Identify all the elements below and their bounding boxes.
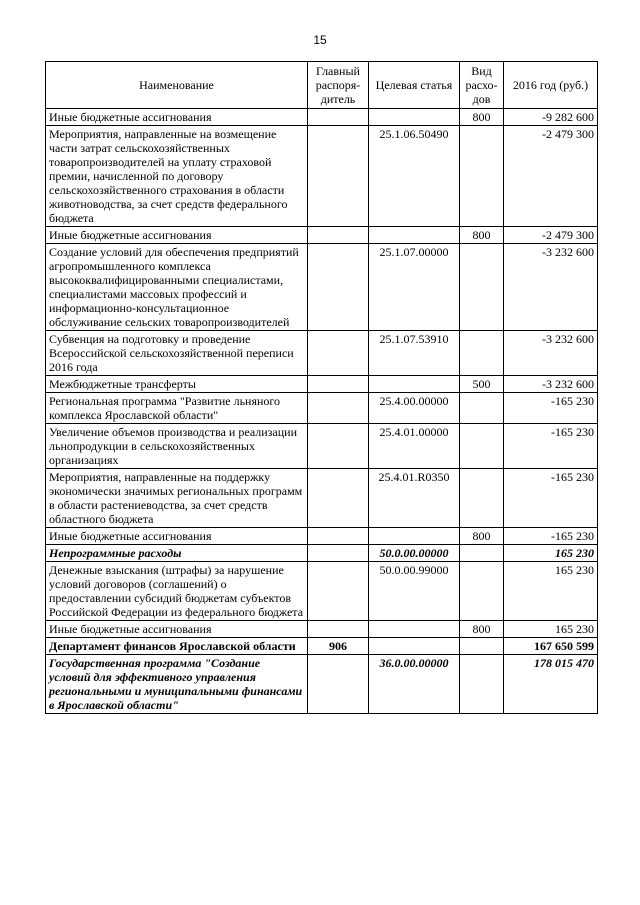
cell-type — [460, 638, 504, 655]
cell-admin: 906 — [308, 638, 369, 655]
table-row — [46, 126, 598, 227]
cell-name: Мероприятия, направленные на поддержку экономически значимых региональных программ в области растениеводства, за счет средств областного бюджета — [46, 469, 308, 528]
table-row — [46, 655, 598, 714]
cell-type — [460, 655, 504, 714]
cell-admin — [308, 393, 369, 424]
cell-amount: 167 650 599 — [504, 638, 598, 655]
cell-amount: -165 230 — [504, 393, 598, 424]
table-row — [46, 621, 598, 638]
header-name: Наименование — [46, 62, 308, 109]
cell-name: Иные бюджетные ассигнования — [46, 621, 308, 638]
cell-admin — [308, 244, 369, 331]
table-row — [46, 227, 598, 244]
cell-name: Субвенция на подготовку и проведение Всероссийской сельскохозяйственной переписи 2016 года — [46, 331, 308, 376]
cell-amount: 178 015 470 — [504, 655, 598, 714]
cell-amount: -2 479 300 — [504, 227, 598, 244]
table-row — [46, 376, 598, 393]
cell-name: Иные бюджетные ассигнования — [46, 528, 308, 545]
cell-name: Региональная программа "Развитие льняного комплекса Ярославской области" — [46, 393, 308, 424]
cell-amount: 165 230 — [504, 562, 598, 621]
cell-name: Создание условий для обеспечения предприятий агропромышленного комплекса высококвалифицированными специалистами, специалистами массовых профессий и информационно-консультационное обслуживание сельских товаропроизводителей — [46, 244, 308, 331]
cell-name: Увеличение объемов производства и реализации льнопродукции в сельскохозяйственных организациях — [46, 424, 308, 469]
table-row — [46, 469, 598, 528]
cell-article: 25.4.01.00000 — [369, 424, 460, 469]
cell-admin — [308, 109, 369, 126]
cell-name: Непрограммные расходы — [46, 545, 308, 562]
cell-name: Денежные взыскания (штрафы) за нарушение условий договоров (соглашений) о предоставлении субсидий бюджетам субъектов Российской Федерации из федерального бюджета — [46, 562, 308, 621]
cell-article: 50.0.00.00000 — [369, 545, 460, 562]
cell-amount: -3 232 600 — [504, 244, 598, 331]
cell-type — [460, 244, 504, 331]
cell-amount: -9 282 600 — [504, 109, 598, 126]
table-row — [46, 393, 598, 424]
cell-name: Мероприятия, направленные на возмещение части затрат сельскохозяйственных товаропроизводителей на уплату страховой премии, начисленной по договору сельскохозяйственного страхования в области животноводства, за счет средств федерального бюджета — [46, 126, 308, 227]
table-row — [46, 331, 598, 376]
cell-admin — [308, 331, 369, 376]
cell-article — [369, 109, 460, 126]
cell-name: Иные бюджетные ассигнования — [46, 227, 308, 244]
table-header-row — [46, 62, 598, 109]
header-amount: 2016 год (руб.) — [504, 62, 598, 109]
cell-article: 25.1.07.00000 — [369, 244, 460, 331]
cell-type — [460, 331, 504, 376]
header-admin: Главный распоря-дитель — [308, 62, 369, 109]
cell-amount: 165 230 — [504, 545, 598, 562]
cell-admin — [308, 545, 369, 562]
cell-admin — [308, 562, 369, 621]
cell-article: 25.1.06.50490 — [369, 126, 460, 227]
table-row — [46, 109, 598, 126]
cell-admin — [308, 424, 369, 469]
table-row — [46, 244, 598, 331]
cell-name: Департамент финансов Ярославской области — [46, 638, 308, 655]
cell-article — [369, 376, 460, 393]
cell-name: Государственная программа "Создание условий для эффективного управления региональными и муниципальными финансами в Ярославской области" — [46, 655, 308, 714]
cell-article — [369, 528, 460, 545]
table-row — [46, 528, 598, 545]
cell-amount: -3 232 600 — [504, 331, 598, 376]
cell-amount: -165 230 — [504, 469, 598, 528]
cell-admin — [308, 227, 369, 244]
table-row — [46, 638, 598, 655]
cell-article: 25.4.01.R0350 — [369, 469, 460, 528]
cell-admin — [308, 376, 369, 393]
cell-amount: -165 230 — [504, 528, 598, 545]
cell-amount: -165 230 — [504, 424, 598, 469]
table-row — [46, 562, 598, 621]
cell-type — [460, 393, 504, 424]
cell-admin — [308, 528, 369, 545]
page-number: 15 — [313, 33, 327, 47]
cell-article: 25.4.00.00000 — [369, 393, 460, 424]
header-type: Вид расхо-дов — [460, 62, 504, 109]
cell-admin — [308, 655, 369, 714]
cell-type — [460, 562, 504, 621]
header-article: Целевая статья — [369, 62, 460, 109]
cell-article: 25.1.07.53910 — [369, 331, 460, 376]
cell-article — [369, 621, 460, 638]
cell-type: 500 — [460, 376, 504, 393]
cell-amount: 165 230 — [504, 621, 598, 638]
table-row — [46, 545, 598, 562]
cell-article: 36.0.00.00000 — [369, 655, 460, 714]
cell-name: Межбюджетные трансферты — [46, 376, 308, 393]
cell-admin — [308, 621, 369, 638]
cell-amount: -3 232 600 — [504, 376, 598, 393]
cell-type: 800 — [460, 227, 504, 244]
cell-amount: -2 479 300 — [504, 126, 598, 227]
cell-admin — [308, 469, 369, 528]
cell-type: 800 — [460, 109, 504, 126]
cell-article: 50.0.00.99000 — [369, 562, 460, 621]
cell-type — [460, 126, 504, 227]
table-row — [46, 424, 598, 469]
cell-type — [460, 545, 504, 562]
cell-type: 800 — [460, 621, 504, 638]
cell-admin — [308, 126, 369, 227]
cell-type — [460, 424, 504, 469]
cell-name: Иные бюджетные ассигнования — [46, 109, 308, 126]
budget-table — [45, 61, 598, 714]
cell-type: 800 — [460, 528, 504, 545]
cell-article — [369, 638, 460, 655]
table-body — [46, 109, 598, 714]
cell-type — [460, 469, 504, 528]
cell-article — [369, 227, 460, 244]
